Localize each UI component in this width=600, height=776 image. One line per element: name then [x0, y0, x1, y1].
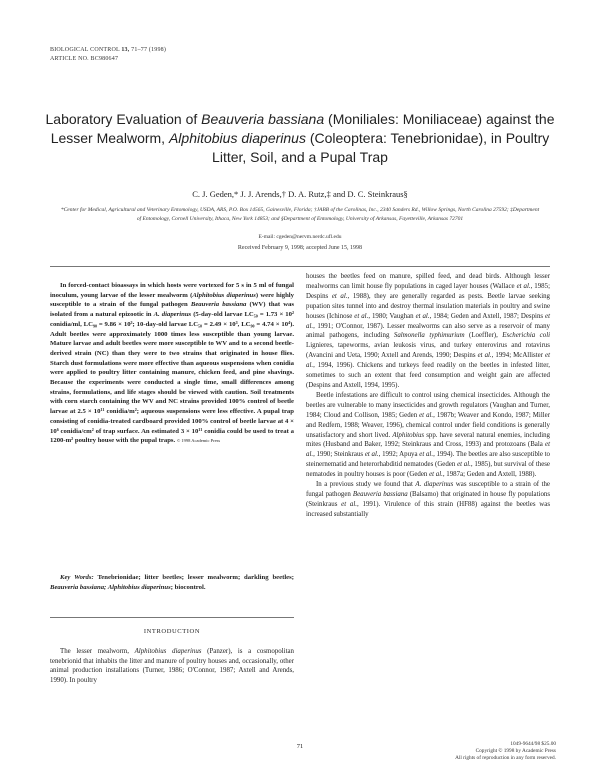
footer-price: 1049-9644/98 $25.00: [510, 741, 556, 747]
abstract-copyright: © 1998 Academic Press: [176, 438, 221, 444]
page-number: 71: [296, 743, 304, 750]
right-column-text: [306, 272, 550, 520]
journal-header: [50, 46, 166, 64]
received-dates: Received February 9, 1998; accepted June 15, 1998: [237, 245, 363, 251]
journal-name: BIOLOGICAL CONTROL: [50, 47, 120, 53]
section-heading-introduction: INTRODUCTION: [143, 628, 201, 635]
journal-volume: 13,: [121, 47, 130, 53]
article-title: Laboratory Evaluation of Beauveria bassiana (Moniliales: Moniliaceae) against the Lesser Mealworm, Alphitobius diaperinus (Coleoptera: Tenebrionidae), in Poultry Litter, Soil, and a Pupal Trap: [45, 111, 555, 165]
abstract-divider: [50, 617, 294, 618]
journal-citation: [50, 46, 166, 55]
copyright-footer: [420, 741, 556, 762]
abstract-text: In forced-contact bioassays in which hosts were vortexed for 5 s in 5 ml of fungal inoculum, young larvae of the lesser mealworm (Alphitobius diaperinus) were highly susceptible to a strain of the fungal pathogen Beauveria bassiana (WV) that was isolated from a natural epizootic in A. diaperinus (5-day-old larvae LC₅₀ = 1.73 × 10² conidia/ml, LC₉₀ = 9.86 × 10³; 10-day-old larvae LC₅₀ = 2.49 × 10³, LC₉₀ = 4.74 × 10⁴). Adult beetles were approximately 1000 times less susceptible than young larvae. Mature larvae and adult beetles were more susceptible to WV and to a second beetle-derived strain (NC) than they were to two strains that originated in house flies. Starch dust formulations were more effective than aqueous suspensions when conidia were applied to poultry litter containing manure, chicken feed, and pine shavings. Because the experiments were conducted a single time, small differences among strains, formulations, and life stages should be viewed with caution. Soil treatments with corn starch containing the WV and NC strains provided 100% control of beetle larvae at 2.5 × 10¹¹ conidia/m²; aqueous suspensions were less effective. A pupal trap consisting of conidia-treated cardboard provided 100% control of beetle larvae at 4 × 10⁶ conidia/cm² of trap surface. An estimated 3 × 10¹¹ conidia could be used to treat a 1200-m² poultry house with the pupal traps. © 1998 Academic Press: [50, 282, 295, 445]
introduction-paragraph: The lesser mealworm, Alphitobius diaperinus (Panzer), is a cosmopolitan tenebrionid that inhabits the litter and manure of poultry houses and, occasionally, other animal production installations (Turner, 1986; O'Connor, 1987; Axtell and Arends, 1990). In poultry: [50, 648, 294, 685]
contact-email: E-mail: cgeden@nervm.nerdc.ufl.edu: [258, 234, 342, 240]
key-words: Key Words: Tenebrionidae; litter beetles; lesser mealworm; darkling beetles; Beauveria bassiana; Alphitobius diaperinus; biocontrol.: [50, 574, 294, 591]
body-paragraph: Beetle infestations are difficult to control using chemical insecticides. Although the beetles are vulnerable to many insecticides and growth regulators (Vaughan and Turner, 1984; Cloud and Collison, 1985; Geden et al., 1987b; Weaver and Kondo, 1987; Miller and Redfern, 1988; Weaver, 1996), chemical control under field conditions is generally unsatisfactory and short lived. Alphitobius spp. have several natural enemies, including mites (Husband and Baker, 1992; Steinkraus and Cross, 1993) and protozoans (Bala et al., 1990; Steinkraus et al., 1992; Apuya et al., 1994). The beetles are also susceptible to steinernematid and heterorhabditid nematodes (Geden et al., 1985), but survival of these nematodes in poultry houses is poor (Geden et al., 1987a; Geden and Axtell, 1988).: [306, 391, 550, 479]
body-paragraph: houses the beetles feed on manure, spilled feed, and dead birds. Although lesser mealworms can limit house fly populations in caged layer houses (Wallace et al., 1985; Despins et al., 1988), they are generally regarded as pests. Beetle larvae seeking pupation sites tunnel into and destroy thermal insulation materials in poultry and swine houses (Ichinose et al., 1980; Vaughan et al., 1984; Geden and Axtell, 1987; Despins et al., 1991; O'Connor, 1987). Lesser mealworms can also serve as a reservoir of many animal pathogens, including Salmonella typhimurium (Loeffler), Escherichia coli Lignieres, tapeworms, avian leukosis virus, and turkey enterovirus and rotavirus (Avancini and Ueta, 1990; Axtell and Arends, 1990; Despins et al., 1994; McAllister et al., 1994, 1996). Chickens and turkeys feed readily on the beetles in infested litter, sometimes to such an extent that feed consumption and weight gain are affected (Despins and Axtell, 1994, 1995).: [306, 273, 551, 389]
author-list: C. J. Geden,* J. J. Arends,† D. A. Rutz,‡ and D. C. Steinkraus§: [192, 189, 408, 199]
body-paragraph: In a previous study we found that A. diaperinus was susceptible to a strain of the fungal pathogen Beauveria bassiana (Balsamo) that originated in house fly populations (Steinkraus et al., 1991). Virulence of this strain (HF88) against the beetles was increased substantially: [306, 481, 551, 518]
article-number: ARTICLE NO. BC980647: [50, 56, 119, 62]
footer-rights: All rights of reproduction in any form reserved.: [455, 755, 556, 761]
header-divider: [50, 266, 550, 267]
journal-pages: 71–77 (1998): [131, 47, 167, 53]
footer-copyright: Copyright © 1998 by Academic Press: [475, 748, 556, 754]
key-words-label: Key Words:: [60, 574, 94, 581]
author-affiliations: *Center for Medical, Agricultural and Veterinary Entomology, USDA, ARS, P.O. Box 14565, Gainesville, Florida; †JABB of the Carolinas, Inc., 2340 Sanders Rd., Willow Springs, North Carolina 27592; ‡Department of Entomology, Cornell University, Ithaca, New York 14853; and §Department of Entomology, University of Arkansas, Fayetteville, Arkansas 72701: [60, 207, 540, 222]
